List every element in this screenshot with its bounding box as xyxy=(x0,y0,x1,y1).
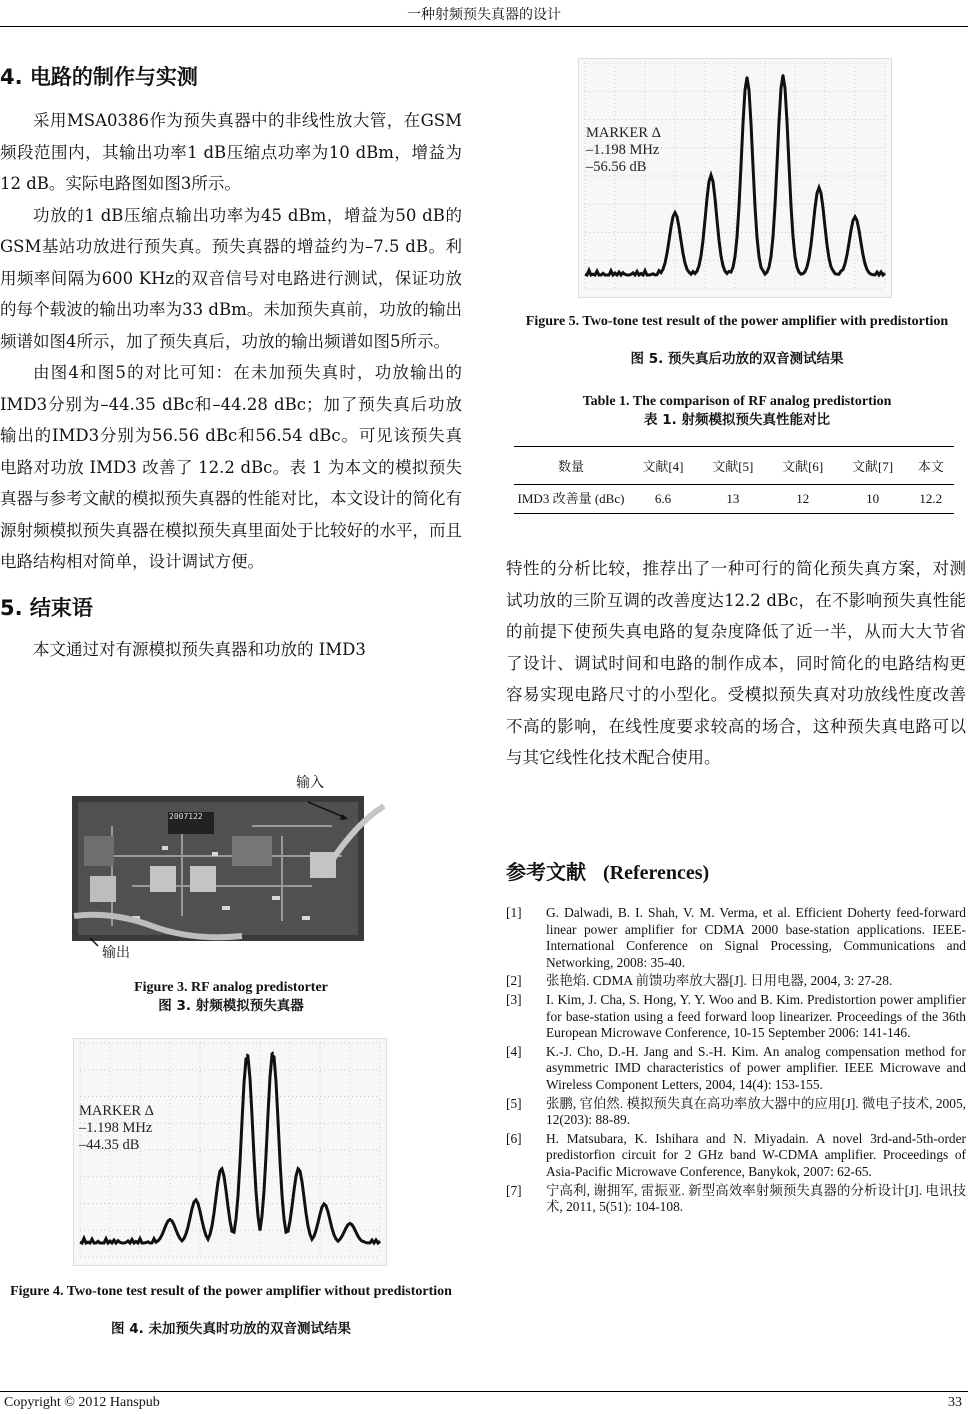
references-title-zh: 参考文献 xyxy=(506,860,586,884)
table-header-row xyxy=(514,447,954,485)
section-4-paragraph-3: 由图4和图5的对比可知：在未加预失真时，功放输出的IMD3分别为–44.35 dBc和–44.28 dBc；加了预失真后功放输出的IMD3分别为56.56 dBc和56.54 dBc。可见该预失真电路对功放 IMD3 改善了 12.2 dBc。表 1 为本文的模拟预失真器与参考文献的模拟预失真器的性能对比，本文设计的简化有源射频模拟预失真器在模拟预失真里面处于比较好的水平，而且电路结构相对简单，设计调试方便。 xyxy=(0,363,462,571)
table-header-cell: 文献[7] xyxy=(838,447,908,485)
references-section xyxy=(506,856,966,1218)
figure-5-peak xyxy=(746,76,748,78)
figure-3-input-label: 输入 xyxy=(296,775,324,791)
figure-4-marker-line-2: –1.198 MHz xyxy=(79,1120,153,1136)
figure-5-peak xyxy=(854,216,856,218)
table-1-title-zh: 表 1. 射频模拟预失真性能对比 xyxy=(644,412,830,428)
figure-4-peak xyxy=(297,1167,299,1169)
table-row-label: IMD3 改善量 (dBc) xyxy=(514,485,628,514)
figure-5-marker-line-3: –56.56 dB xyxy=(586,159,647,175)
figure-5-spectrum xyxy=(578,58,892,298)
figure-5-marker-line-1: MARKER Δ xyxy=(586,125,661,141)
references-title xyxy=(506,856,966,885)
reference-item xyxy=(506,1044,966,1094)
figure-5-caption-zh: 图 5. 预失真后功放的双音测试结果 xyxy=(630,351,844,367)
reference-number: [3] xyxy=(506,991,522,1007)
figure-3-caption-zh: 图 3. 射频模拟预失真器 xyxy=(158,998,304,1014)
figure-4-peak xyxy=(323,1203,325,1205)
reference-item xyxy=(506,905,966,971)
running-header: 一种射频预失真器的设计 xyxy=(407,7,561,23)
figure-4-peak xyxy=(272,1052,274,1054)
section-5-continuation xyxy=(506,553,966,774)
reference-text: H. Matsubara, K. Ishihara and N. Miyadain. A novel 3rd-and-5th-order predistorfion circuit for 2 GHz band W-CDMA amplifier. Proceedings of Asia-Pacific Microwave Conference, Banykok, 2007: 62-65. xyxy=(546,1130,966,1179)
section-4-paragraph-2: 功放的1 dB压缩点输出功率为45 dBm，增益为50 dB的GSM基站功放进行预失真。预失真器的增益约为–7.5 dB。利用频率间隔为600 KHz的双音信号对电路进行测试，保证功放的每个载波的输出功率为33 dBm。未加预失真前，功放的输出频谱如图4所示，加了预失真后，功放的输出频谱如图5所示。 xyxy=(0,205,462,351)
figure-3-photo xyxy=(72,766,386,962)
reference-number: [5] xyxy=(506,1095,522,1111)
reference-number: [2] xyxy=(506,973,522,989)
footer-rule xyxy=(0,1391,968,1392)
figure-5-marker-line-2: –1.198 MHz xyxy=(586,142,660,158)
reference-text: 张艳焰. CDMA 前馈功率放大器[J]. 日用电器, 2004, 3: 27-28. xyxy=(546,973,893,989)
reference-item xyxy=(506,992,966,1042)
figure-5-caption-en: Figure 5. Two-tone test result of the power amplifier with predistortion xyxy=(525,314,949,329)
figure-4-spectrum xyxy=(73,1038,387,1266)
pcb-board-text: 2007122 xyxy=(169,812,203,821)
section-4-paragraph-1: 采用MSA0386作为预失真器中的非线性放大管，在GSM频段范围内，其输出功率1 dB压缩点功率为10 dBm，增益为12 dB。实际电路图如图3所示。 xyxy=(0,111,462,193)
reference-number: [1] xyxy=(506,905,522,920)
reference-text: G. Dalwadi, B. I. Shah, V. M. Verma, et al. Efficient Doherty feed-forward linear power amplifier for CDMA 2000 base-station applications. IEEE-International Conference on Signal Processing, Communications and Networking, 2008: 35-40. xyxy=(546,905,966,970)
figure-4-peak xyxy=(195,1199,197,1201)
figure-4-peak xyxy=(349,1222,351,1224)
table-header-cell: 文献[5] xyxy=(698,447,768,485)
reference-number: [6] xyxy=(506,1130,522,1146)
reference-text: 宁高利, 谢拥军, 雷振亚. 新型高效率射频预失真器的分析设计[J]. 电讯技术, 2011, 5(51): 104-108. xyxy=(546,1182,966,1215)
header-rule xyxy=(0,26,968,27)
table-header-cell: 数量 xyxy=(514,447,628,485)
section-5-title: 5. 结束语 xyxy=(0,595,93,620)
comparison-table xyxy=(514,446,954,514)
table-1-title-en: Table 1. The comparison of RF analog predistortion xyxy=(582,394,892,409)
reference-text: I. Kim, J. Cha, S. Hong, Y. Y. Woo and B. Kim. Predistortion power amplifier for base-station using a feed forward loop linearizer. Proceedings of the 36th European Microwave Conference, 10-15 September 2006: 141-146. xyxy=(546,991,966,1041)
table-cell: 10 xyxy=(838,485,908,514)
reference-number: [4] xyxy=(506,1043,522,1059)
section-5-paragraph-start: 本文通过对有源模拟预失真器和功放的 IMD3 xyxy=(33,639,366,659)
table-header-cell: 文献[4] xyxy=(628,447,698,485)
figure-5-peak xyxy=(818,186,820,188)
pcb-board-image xyxy=(72,766,386,962)
table-row xyxy=(514,485,954,514)
reference-item xyxy=(506,973,966,990)
figure-5-marker-readout xyxy=(586,125,661,176)
figure-4-peak xyxy=(246,1054,248,1056)
reference-number: [7] xyxy=(506,1182,522,1198)
figure-3-output-label: 输出 xyxy=(102,945,130,961)
table-header-cell: 文献[6] xyxy=(768,447,838,485)
reference-item xyxy=(506,1131,966,1181)
figure-5-spectrum-plot xyxy=(579,59,891,297)
table-1 xyxy=(514,446,954,514)
figure-4-peak xyxy=(220,1167,222,1169)
footer-page-number: 33 xyxy=(948,1395,962,1410)
reference-list xyxy=(506,905,966,1216)
reference-item xyxy=(506,1183,966,1216)
table-cell: 13 xyxy=(698,485,768,514)
figure-5-peak xyxy=(710,174,712,176)
section-4-title: 4. 电路的制作与实测 xyxy=(0,65,198,89)
section-5-paragraph-end: 特性的分析比较，推荐出了一种可行的简化预失真方案，对测试功放的三阶互调的改善度达12.2 dBc，在不影响预失真性能的前提下使预失真电路的复杂度降低了近一半，从而大大节省了设计、调试时间和电路的制作成本，同时简化的电路结构更容易实现电路尺寸的小型化。受模拟预失真对功放线性度改善不高的影响，在线性度要求较高的场合，这种预失真电路可以与其它线性化技术配合使用。 xyxy=(506,559,966,767)
figure-4-marker-readout xyxy=(79,1103,154,1154)
figure-5-peak xyxy=(782,74,784,76)
figure-4-caption-zh: 图 4. 未加预失真时功放的双音测试结果 xyxy=(111,1321,351,1337)
figure-4-marker-line-3: –44.35 dB xyxy=(79,1137,140,1153)
reference-text: K.-J. Cho, D.-H. Jang and S.-H. Kim. An analog compensation method for asymmetric IMD characteristics of power amplifier. IEEE Microwave and Wireless Component Letters, 2004, 14(4): 153-155. xyxy=(546,1043,966,1092)
footer-copyright: Copyright © 2012 Hanspub xyxy=(4,1395,160,1410)
figure-4-peak xyxy=(169,1218,171,1220)
left-column xyxy=(0,55,462,665)
references-title-en: (References) xyxy=(602,862,710,884)
table-cell: 12.2 xyxy=(908,485,955,514)
reference-item xyxy=(506,1096,966,1129)
table-cell: 12 xyxy=(768,485,838,514)
table-cell: 6.6 xyxy=(628,485,698,514)
table-header-cell: 本文 xyxy=(908,447,955,485)
figure-3-caption-en: Figure 3. RF analog predistorter xyxy=(134,980,328,995)
figure-5-peak xyxy=(674,211,676,213)
figure-4-marker-line-1: MARKER Δ xyxy=(79,1103,154,1119)
figure-4-caption-en: Figure 4. Two-tone test result of the power amplifier without predistortion xyxy=(10,1284,452,1299)
reference-text: 张鹏, 官伯然. 模拟预失真在高功率放大器中的应用[J]. 微电子技术, 2005, 12(203): 88-89. xyxy=(546,1095,966,1128)
